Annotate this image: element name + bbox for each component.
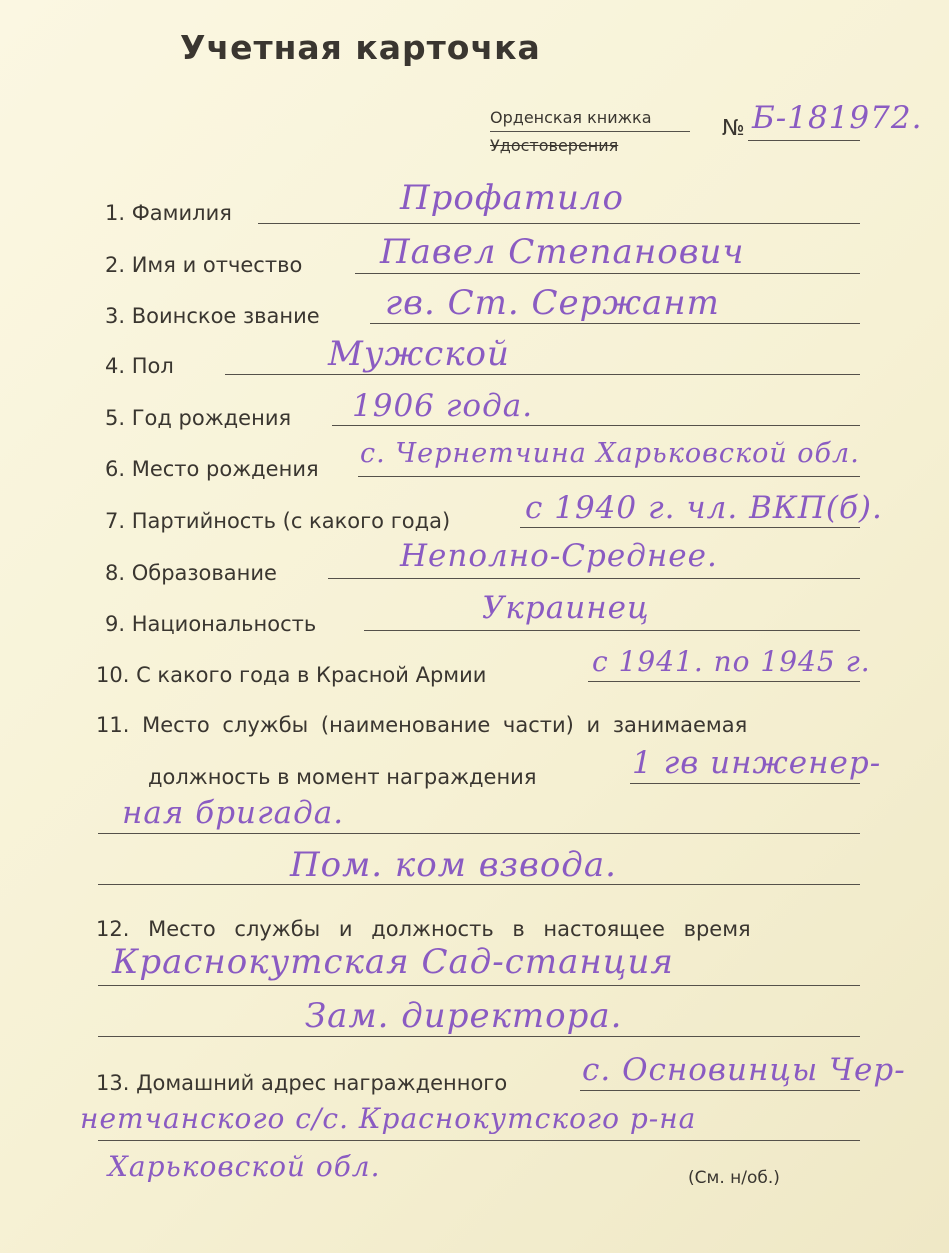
field-home-address-value-2: нетчанского с/с. Краснокутского р-на [80, 1102, 697, 1135]
field-education-line [328, 578, 860, 579]
field-army-since-line [588, 681, 860, 682]
field-home-address-value-1: с. Основинцы Чер- [582, 1052, 906, 1088]
field-current-service-line-2 [98, 1036, 860, 1037]
field-home-address-label: 13. Домашний адрес награжденного [96, 1071, 508, 1095]
field-nationality-value: Украинец [482, 590, 650, 626]
field-surname-line [258, 223, 860, 224]
doc-number-label: № [722, 116, 745, 141]
field-service-value-3: Пом. ком взвода. [290, 845, 617, 885]
field-name-line [355, 273, 860, 274]
field-rank-value: гв. Ст. Сержант [385, 283, 720, 323]
field-current-service-label: 12. Место службы и должность в настоящее время [96, 917, 751, 941]
field-party-label: 7. Партийность (с какого года) [105, 509, 451, 533]
field-nationality-line [364, 630, 860, 631]
field-rank-line [370, 323, 860, 324]
field-birthplace-line [358, 476, 860, 477]
field-birth-year-line [332, 425, 860, 426]
field-sex-line [225, 374, 860, 375]
field-service-label-line2: должность в момент награждения [148, 765, 537, 789]
field-service-label-line1: 11. Место службы (наименование части) и занимаемая [96, 713, 748, 737]
field-education-value: Неполно-Среднее. [400, 538, 718, 574]
field-service-value-2: ная бригада. [122, 795, 345, 831]
field-army-since-label: 10. С какого года в Красной Армии [96, 663, 487, 687]
field-current-service-value-2: Зам. директора. [305, 996, 623, 1036]
field-education-label: 8. Образование [105, 561, 277, 585]
field-sex-label: 4. Пол [105, 354, 174, 378]
card-title: Учетная карточка [180, 28, 541, 67]
field-sex-value: Мужской [328, 334, 510, 374]
field-home-address-line-2 [98, 1140, 860, 1141]
field-service-line-1 [630, 783, 860, 784]
field-name-label: 2. Имя и отчество [105, 253, 303, 277]
see-reverse-note: (См. н/об.) [688, 1168, 780, 1188]
field-rank-label: 3. Воинское звание [105, 304, 320, 328]
field-home-address-line-1 [580, 1090, 860, 1091]
field-birth-year-value: 1906 года. [352, 388, 534, 424]
field-birthplace-label: 6. Место рождения [105, 457, 319, 481]
field-service-value-1: 1 гв инженер- [632, 745, 882, 781]
doc-type-divider [490, 131, 690, 132]
doc-number-value: Б-181972. [752, 100, 923, 136]
doc-number-line [748, 140, 860, 141]
field-birthplace-value: с. Чернетчина Харьковской обл. [360, 438, 860, 469]
field-birth-year-label: 5. Год рождения [105, 406, 292, 430]
field-party-value: с 1940 г. чл. ВКП(б). [525, 490, 883, 526]
field-service-line-2 [98, 833, 860, 834]
field-home-address-value-3: Харьковской обл. [108, 1150, 381, 1183]
field-army-since-value: с 1941. по 1945 г. [592, 645, 871, 678]
doc-type-order-book: Орденская книжка [490, 108, 652, 127]
field-party-line [520, 527, 860, 528]
field-current-service-value-1: Краснокутская Сад-станция [112, 942, 674, 982]
field-name-value: Павел Степанович [380, 232, 745, 272]
field-current-service-line-1 [98, 985, 860, 986]
field-surname-value: Профатило [400, 178, 625, 218]
field-surname-label: 1. Фамилия [105, 201, 232, 225]
field-nationality-label: 9. Национальность [105, 612, 317, 636]
doc-type-certificate: Удостоверения [490, 136, 619, 155]
